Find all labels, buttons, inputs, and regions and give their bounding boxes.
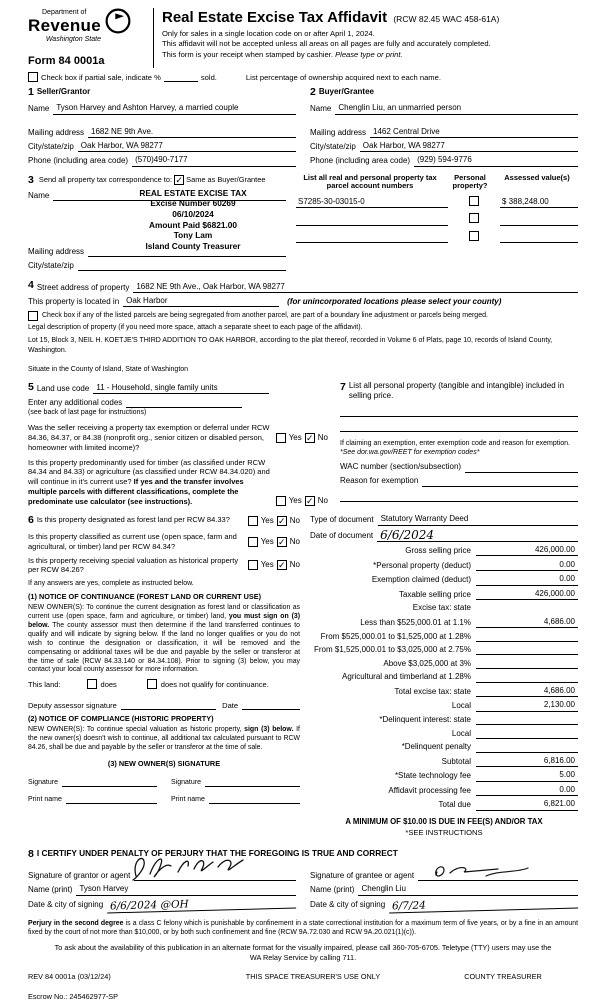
footer-row bbox=[28, 972, 578, 981]
additional-codes-field[interactable] bbox=[126, 397, 242, 408]
perjury-text: is a class C felony which is punishable by confinement in a state correctional institution for a maximum term of five years, or by a fine in an amount fixed by the court of not more than $10,000, or by both such confinement and fine (RCW 9A.72.030 and RCW 9A.20.021(1)(c)). bbox=[28, 920, 578, 937]
parcel-row bbox=[296, 196, 578, 208]
assessed-value-header: Assessed value(s) bbox=[504, 172, 570, 182]
form-number: Form 84 0001a bbox=[28, 55, 105, 68]
buyer-name-field[interactable]: Chenglin Liu, an unmarried person bbox=[335, 103, 578, 114]
does-not-label: does not qualify for continuance. bbox=[160, 679, 269, 689]
notice-continuance-text-a: NEW OWNER(S): To continue the current designation as forest land or classification as current use (open space, farm and agriculture, or timber) land, bbox=[28, 603, 300, 620]
personal-property-checkbox[interactable] bbox=[469, 231, 479, 241]
notice-compliance-text-c: If the new owner(s) doesn't wish to continue, all additional tax calculated pursuant to RCW 84.26, shall be due and payable by the seller or transferor at the time of sale. bbox=[28, 725, 300, 751]
notice-compliance-title: (2) NOTICE OF COMPLIANCE (HISTORIC PROPERTY) bbox=[28, 714, 214, 724]
grantor-signature bbox=[126, 850, 246, 884]
partial-sale-label: Check box if partial sale, indicate % bbox=[41, 72, 161, 82]
new-owner-signature-field[interactable] bbox=[62, 776, 157, 787]
same-as-buyer-label: Same as Buyer/Grantee bbox=[186, 174, 266, 184]
signature-label: Signature bbox=[171, 779, 201, 787]
seller-buyer-row bbox=[28, 86, 578, 166]
tax-line-value[interactable]: 6,821.00 bbox=[476, 799, 578, 810]
parcel-number-field[interactable]: S7285-30-03015-0 bbox=[296, 197, 448, 208]
no-checkbox[interactable]: ✓ bbox=[277, 536, 286, 547]
notice-compliance-text-bold: sign (3) below. bbox=[244, 725, 294, 733]
reason-exemption-label: Reason for exemption bbox=[340, 476, 419, 486]
correspondence-city-field[interactable] bbox=[78, 260, 286, 271]
stamp-line: Island County Treasurer bbox=[145, 240, 241, 251]
no-checkbox[interactable]: ✓ bbox=[305, 496, 314, 507]
correspondence-mailing-label: Mailing address bbox=[28, 246, 85, 256]
buyer-name-label: Name bbox=[310, 104, 332, 114]
wac-number-field[interactable] bbox=[465, 462, 578, 473]
reason-exemption-field[interactable] bbox=[422, 476, 578, 487]
yes-label: Yes bbox=[260, 516, 274, 526]
county-note: (for unincorporated locations please select your county) bbox=[287, 296, 502, 306]
certification-section-number: 8 bbox=[28, 847, 34, 860]
exemption-codes-note: *See dor.wa.gov/REET for exemption codes* bbox=[340, 448, 480, 456]
new-owner-print-field[interactable] bbox=[66, 793, 157, 804]
reason-exemption-line[interactable] bbox=[340, 490, 578, 502]
parcel-numbers-header: List all real and personal property tax parcel account numbers bbox=[303, 172, 437, 191]
title-block bbox=[153, 8, 578, 68]
tax-line-label: Affidavit processing fee bbox=[388, 785, 471, 795]
yes-no-group bbox=[276, 496, 328, 506]
tax-line-value[interactable]: 426,000.00 bbox=[476, 589, 578, 600]
deputy-date-label: Date bbox=[222, 700, 238, 710]
stamp-line: REAL ESTATE EXCISE TAX bbox=[139, 187, 247, 198]
timber-question-bold: If yes and the transfer involves multiple parcels with different classifications, complete the predominate use calculator (see instructions). bbox=[28, 477, 244, 506]
no-checkbox[interactable]: ✓ bbox=[277, 516, 286, 527]
tax-line-label: Agricultural and timberland at 1.28% bbox=[342, 672, 471, 682]
correspondence-city-label: City/state/zip bbox=[28, 260, 74, 270]
new-owner-print-field[interactable] bbox=[209, 793, 300, 804]
new-owner-signature-row bbox=[28, 776, 300, 787]
notice-compliance-text bbox=[28, 726, 300, 753]
location-section-number: 4 bbox=[28, 279, 34, 292]
partial-sale-checkbox[interactable] bbox=[28, 72, 38, 82]
parcel-number-field[interactable] bbox=[296, 215, 448, 226]
seller-mailing-field[interactable]: 1682 NE 9th Ave. bbox=[88, 127, 296, 138]
form-title: Real Estate Excise Tax Affidavit bbox=[162, 9, 388, 26]
yes-label: Yes bbox=[260, 560, 274, 570]
new-owner-print-row bbox=[28, 793, 300, 804]
if-yes-note: If any answers are yes, complete as instructed below. bbox=[28, 580, 194, 588]
yes-checkbox[interactable] bbox=[248, 516, 258, 526]
grantor-signature-label: Signature of grantor or agent bbox=[28, 871, 131, 881]
buyer-phone-label: Phone (including area code) bbox=[310, 156, 411, 166]
yes-checkbox[interactable] bbox=[276, 433, 286, 443]
notice-continuance-text-c: The county assessor must then determine if the land transferred continues to qualify and will indicate by signing below. If the land no longer qualifies or you do not wish to continue the designation or classification, it will be removed and the compensating or additional taxes will be due and payable by the seller or transferor at the time of sale (RCW 84.33.140 or 84.34.108). Prior to signing (3) below, you may contact your local county assessor for more information. bbox=[28, 621, 301, 674]
buyer-city-field[interactable]: Oak Harbor, WA 98277 bbox=[360, 141, 578, 152]
yes-label: Yes bbox=[288, 432, 302, 442]
personal-property-checkbox[interactable] bbox=[469, 213, 479, 223]
tax-line-value[interactable] bbox=[476, 645, 578, 655]
grantee-signature bbox=[428, 860, 533, 884]
tax-line-label: Total due bbox=[438, 800, 471, 810]
assessed-value-field[interactable]: $ 388,248.00 bbox=[500, 197, 578, 208]
no-checkbox[interactable]: ✓ bbox=[277, 560, 286, 571]
tax-line-value[interactable]: 0.00 bbox=[476, 785, 578, 796]
perjury-bold: Perjury in the second degree bbox=[28, 920, 124, 928]
dor-emblem-icon bbox=[105, 8, 131, 34]
buyer-city-label: City/state/zip bbox=[310, 141, 356, 151]
no-label: No bbox=[289, 536, 300, 546]
dor-logo bbox=[28, 8, 153, 68]
exemption-note: If claiming an exemption, enter exemption code and reason for exemption. bbox=[340, 439, 570, 447]
stamp-line: 06/10/2024 bbox=[172, 208, 214, 219]
assessed-value-field[interactable] bbox=[500, 215, 578, 226]
escrow-number: Escrow No.: 245462977-SP bbox=[28, 991, 119, 1001]
correspondence-block bbox=[28, 174, 286, 272]
document-date-label: Date of document bbox=[310, 531, 374, 541]
designation-section bbox=[28, 514, 300, 837]
new-owners-signature-title: (3) NEW OWNER(S) SIGNATURE bbox=[107, 758, 221, 768]
department-of-label: Department of bbox=[42, 9, 87, 16]
grantor-date-field[interactable]: 6/6/2024 @OH bbox=[107, 896, 296, 912]
ownership-note: List percentage of ownership acquired next to each name. bbox=[245, 72, 441, 82]
notice-continuance-title: (1) NOTICE OF CONTINUANCE (FOREST LAND OR CURRENT USE) bbox=[28, 592, 262, 602]
rev-number: REV 84 0001a (03/12/24) bbox=[28, 972, 111, 982]
deputy-signature-label: Deputy assessor signature bbox=[28, 700, 117, 710]
tax-line-value[interactable]: 6,816.00 bbox=[476, 756, 578, 767]
minimum-due-note: A MINIMUM OF $10.00 IS DUE IN FEE(S) AND/OR TAX bbox=[345, 816, 543, 826]
yes-no-group bbox=[276, 433, 328, 443]
tax-line-value[interactable] bbox=[476, 743, 578, 753]
tax-computation-section bbox=[310, 514, 578, 837]
new-owner-signature-field[interactable] bbox=[205, 776, 300, 787]
personal-property-line[interactable] bbox=[340, 405, 578, 417]
tax-line-value[interactable] bbox=[476, 659, 578, 669]
note-receipt: This form is your receipt when stamped by cashier. bbox=[162, 50, 333, 60]
forest-land-question: Is this property designated as forest land per RCW 84.33? bbox=[36, 515, 230, 525]
tax-line-value[interactable] bbox=[476, 729, 578, 739]
seller-name-field[interactable]: Tyson Harvey and Ashton Harvey, a married couple bbox=[53, 103, 296, 114]
tax-line-label: Excise tax: state bbox=[412, 603, 471, 613]
additional-codes-label: Enter any additional codes bbox=[28, 397, 123, 407]
parcel-number-field[interactable] bbox=[296, 232, 448, 243]
situate-line: Situate in the County of Island, State of Washington bbox=[28, 365, 189, 373]
grantor-certification bbox=[28, 867, 296, 913]
tax-line-value[interactable]: 2,130.00 bbox=[476, 700, 578, 711]
personal-property-checkbox[interactable] bbox=[469, 196, 479, 206]
perjury-notice bbox=[28, 920, 578, 938]
personal-property-header: Personal property? bbox=[452, 172, 488, 191]
located-in-field[interactable]: Oak Harbor bbox=[123, 296, 279, 307]
tax-line-value[interactable] bbox=[476, 715, 578, 725]
buyer-section bbox=[310, 86, 578, 166]
partial-sale-row bbox=[28, 72, 578, 82]
exemption-question: Was the seller receiving a property tax exemption or deferral under RCW 84.36, 84.37, or 84.38 (nonprofit org., senior citizen or disabled person, homeowner with limited income)? bbox=[28, 423, 270, 452]
yes-no-group bbox=[248, 516, 300, 526]
does-checkbox[interactable] bbox=[87, 679, 97, 689]
land-use-code-label: Land use code bbox=[36, 383, 90, 393]
tax-line-label: *Personal property (deduct) bbox=[373, 560, 471, 570]
grantee-signature-label: Signature of grantee or agent bbox=[310, 871, 415, 881]
partial-percentage-field[interactable] bbox=[164, 72, 198, 82]
rcw-reference: (RCW 82.45 WAC 458-61A) bbox=[393, 14, 500, 24]
yes-checkbox[interactable] bbox=[248, 537, 258, 547]
document-type-label: Type of document bbox=[310, 515, 374, 525]
grantor-name-field[interactable]: Tyson Harvey bbox=[76, 884, 296, 895]
personal-property-line[interactable] bbox=[340, 420, 578, 432]
washington-state-label: Washington State bbox=[45, 36, 101, 44]
see-instructions-note: *SEE INSTRUCTIONS bbox=[405, 827, 483, 837]
seller-phone-field[interactable]: (570)490-7177 bbox=[132, 155, 296, 166]
yes-no-group bbox=[248, 537, 300, 547]
grantee-date-label: Date & city of signing bbox=[310, 899, 386, 909]
legal-description[interactable]: Lot 15, Block 3, NEIL H. KOETJE'S THIRD ADDITION TO OAK HARBOR, according to the plat thereof, recorded in Volume 6 of Plats, page 10, records of Island County, Washington. bbox=[28, 337, 553, 354]
tax-line-label: From $1,525,000.01 to $3,025,000 at 2.75% bbox=[313, 645, 471, 655]
note-not-accepted: This affidavit will not be accepted unless all areas on all pages are fully and accurately completed. bbox=[162, 39, 491, 49]
yes-label: Yes bbox=[260, 536, 274, 546]
yes-checkbox[interactable] bbox=[276, 496, 286, 506]
no-label: No bbox=[289, 516, 300, 526]
same-as-buyer-checkbox[interactable]: ✓ bbox=[175, 174, 183, 185]
does-label: does bbox=[100, 679, 117, 689]
no-label: No bbox=[289, 560, 300, 570]
segregated-checkbox[interactable] bbox=[28, 311, 38, 321]
yes-checkbox[interactable] bbox=[248, 560, 258, 570]
tax-line-value[interactable]: 4,686.00 bbox=[476, 617, 578, 628]
grantor-name-label: Name (print) bbox=[28, 885, 73, 895]
signature-label: Signature bbox=[28, 779, 58, 787]
yes-label: Yes bbox=[288, 496, 302, 506]
stamp-line: Tony Lam bbox=[173, 230, 213, 241]
designation-tax-row bbox=[28, 514, 578, 837]
notice-compliance-text-a: NEW OWNER(S): To continue special valuation as historic property, bbox=[28, 725, 242, 733]
grantee-date-field[interactable]: 6/7/24 bbox=[389, 896, 578, 912]
document-type-field[interactable]: Statutory Warranty Deed bbox=[378, 514, 578, 525]
tax-correspondence-label: Send all property tax correspondence to: bbox=[38, 174, 173, 184]
timber-question: Is this property predominantly used for timber (as classified under RCW 84.34 and 84.33) or agriculture (as classified under RCW 84.34.020) and will continue in it's current use? bbox=[28, 457, 270, 487]
tax-line-label: Total excise tax: state bbox=[394, 686, 471, 696]
tax-line-value[interactable]: 0.00 bbox=[476, 560, 578, 571]
no-label: No bbox=[317, 432, 328, 442]
print-name-label: Print name bbox=[171, 796, 205, 804]
notice-continuance-text bbox=[28, 604, 300, 676]
segregated-label: Check box if any of the listed parcels are being segregated from another parcel, are part of a boundary line adjustment or parcels being merged. bbox=[42, 312, 488, 320]
see-back-note: (see back of last page for instructions) bbox=[28, 409, 147, 417]
assessed-value-field[interactable] bbox=[500, 232, 578, 243]
personal-property-title: List all personal property (tangible and intangible) included in selling price. bbox=[348, 380, 565, 401]
seller-city-field[interactable]: Oak Harbor, WA 98277 bbox=[78, 141, 296, 152]
seller-mailing-label: Mailing address bbox=[28, 127, 85, 137]
grantee-name-field[interactable]: Chenglin Liu bbox=[358, 884, 578, 895]
street-address-label: Street address of property bbox=[36, 282, 130, 292]
treasurer-stamp bbox=[100, 188, 286, 252]
parcel-row bbox=[296, 231, 578, 243]
notice-continuance-text-bold: you must sign on (3) below. bbox=[28, 612, 300, 629]
tax-line-value[interactable]: 4,686.00 bbox=[476, 686, 578, 697]
located-in-label: This property is located in bbox=[28, 296, 120, 306]
tax-line-value[interactable]: 0.00 bbox=[476, 574, 578, 585]
wac-number-label: WAC number (section/subsection) bbox=[340, 462, 462, 472]
tax-line-value[interactable] bbox=[476, 632, 578, 642]
tax-line-label: Less than $525,000.01 at 1.1% bbox=[360, 617, 471, 627]
document-date-field[interactable]: 6/6/2024 bbox=[377, 529, 578, 542]
seller-name-label: Name bbox=[28, 104, 50, 114]
parcel-row bbox=[296, 213, 578, 225]
correspondence-section-number: 3 bbox=[28, 173, 34, 186]
land-use-personal-property-row bbox=[28, 381, 578, 507]
certification-section bbox=[28, 848, 578, 911]
correspondence-name-label: Name bbox=[28, 190, 50, 200]
land-use-section bbox=[28, 381, 328, 507]
seller-section bbox=[28, 86, 296, 166]
seller-section-number: 1 bbox=[28, 86, 34, 99]
tax-line-label: *Delinquent interest: state bbox=[379, 714, 471, 724]
form-header bbox=[28, 8, 578, 68]
tax-line-label: From $525,000.01 to $1,525,000 at 1.28% bbox=[320, 631, 471, 641]
tax-line-label: Local bbox=[451, 701, 471, 711]
legal-description-label: Legal description of property (if you need more space, attach a separate sheet to each page of the affidavit). bbox=[28, 324, 363, 332]
buyer-section-number: 2 bbox=[310, 86, 316, 99]
county-treasurer-label: COUNTY TREASURER bbox=[464, 972, 542, 982]
tax-line-value[interactable] bbox=[476, 673, 578, 683]
tax-line-value bbox=[476, 605, 578, 614]
land-use-section-number: 5 bbox=[28, 380, 34, 393]
historic-question: Is this property receiving special valuation as historical property per RCW 84.26? bbox=[28, 555, 239, 575]
tax-line-value[interactable]: 5.00 bbox=[476, 770, 578, 781]
tax-line-label: Subtotal bbox=[441, 756, 471, 766]
grantor-date-label: Date & city of signing bbox=[28, 899, 104, 909]
personal-property-section bbox=[340, 381, 578, 507]
note-single-location: Only for sales in a single location code on or after April 1, 2024. bbox=[162, 28, 375, 38]
tax-line-label: Local bbox=[451, 728, 471, 738]
tax-line-label: Taxable selling price bbox=[398, 589, 471, 599]
current-use-question: Is this property classified as current use (open space, farm and agricultural, or timber) land per RCW 84.34? bbox=[28, 532, 237, 551]
note-type-or-print: Please type or print. bbox=[335, 50, 403, 60]
grantee-certification bbox=[310, 867, 578, 913]
deputy-date-field[interactable] bbox=[242, 699, 300, 710]
buyer-phone-field[interactable]: (929) 594-9776 bbox=[414, 155, 578, 166]
property-location-section bbox=[28, 279, 578, 373]
certify-title: I CERTIFY UNDER PENALTY OF PERJURY THAT THE FOREGOING IS TRUE AND CORRECT bbox=[36, 847, 398, 858]
grantee-name-label: Name (print) bbox=[310, 885, 355, 895]
seller-city-label: City/state/zip bbox=[28, 141, 74, 151]
buyer-section-title: Buyer/Grantee bbox=[318, 87, 374, 97]
tax-line-value[interactable]: 426,000.00 bbox=[476, 545, 578, 556]
correspondence-parcel-section bbox=[28, 174, 578, 272]
designation-section-number: 6 bbox=[28, 514, 34, 527]
no-label: No bbox=[317, 496, 328, 506]
deputy-assessor-row bbox=[28, 699, 300, 710]
yes-no-group bbox=[248, 560, 300, 570]
seller-section-title: Seller/Grantor bbox=[36, 87, 91, 97]
land-qualify-row bbox=[28, 679, 300, 689]
tax-line-label: *Delinquent penalty bbox=[401, 742, 471, 752]
stamp-line: Amount Paid $6821.00 bbox=[148, 219, 238, 230]
tax-line-label: Exemption claimed (deduct) bbox=[371, 575, 471, 585]
tax-line-label: Above $3,025,000 at 3% bbox=[383, 658, 471, 668]
seller-phone-label: Phone (including area code) bbox=[28, 156, 129, 166]
alternate-format-note: To ask about the availability of this publication in an alternate format for the visually impaired, please call 360-705-6705. Teletype (TTY) users may use the WA Relay Service by calling 711. bbox=[54, 943, 552, 962]
tax-line-label: *State technology fee bbox=[394, 771, 471, 781]
partial-sold-label: sold. bbox=[200, 72, 217, 82]
parcel-table bbox=[296, 174, 578, 272]
land-use-code-field[interactable]: 11 - Household, single family units bbox=[93, 383, 269, 394]
no-checkbox[interactable]: ✓ bbox=[305, 433, 314, 444]
treasurer-use-label: THIS SPACE TREASURER'S USE ONLY bbox=[245, 972, 381, 982]
buyer-mailing-label: Mailing address bbox=[310, 127, 367, 137]
land-label: This land: bbox=[28, 679, 61, 689]
buyer-mailing-field[interactable]: 1462 Central Drive bbox=[370, 127, 578, 138]
revenue-wordmark: Revenue bbox=[28, 16, 101, 36]
deputy-signature-field[interactable] bbox=[121, 699, 216, 710]
personal-property-section-number: 7 bbox=[340, 380, 346, 393]
tax-line-label: Gross selling price bbox=[405, 546, 471, 556]
print-name-label: Print name bbox=[28, 796, 62, 804]
stamp-line: Excise Number 60269 bbox=[150, 198, 236, 209]
does-not-checkbox[interactable] bbox=[147, 679, 157, 689]
street-address-field[interactable]: 1682 NE 9th Ave., Oak Harbor, WA 98277 bbox=[133, 282, 578, 293]
